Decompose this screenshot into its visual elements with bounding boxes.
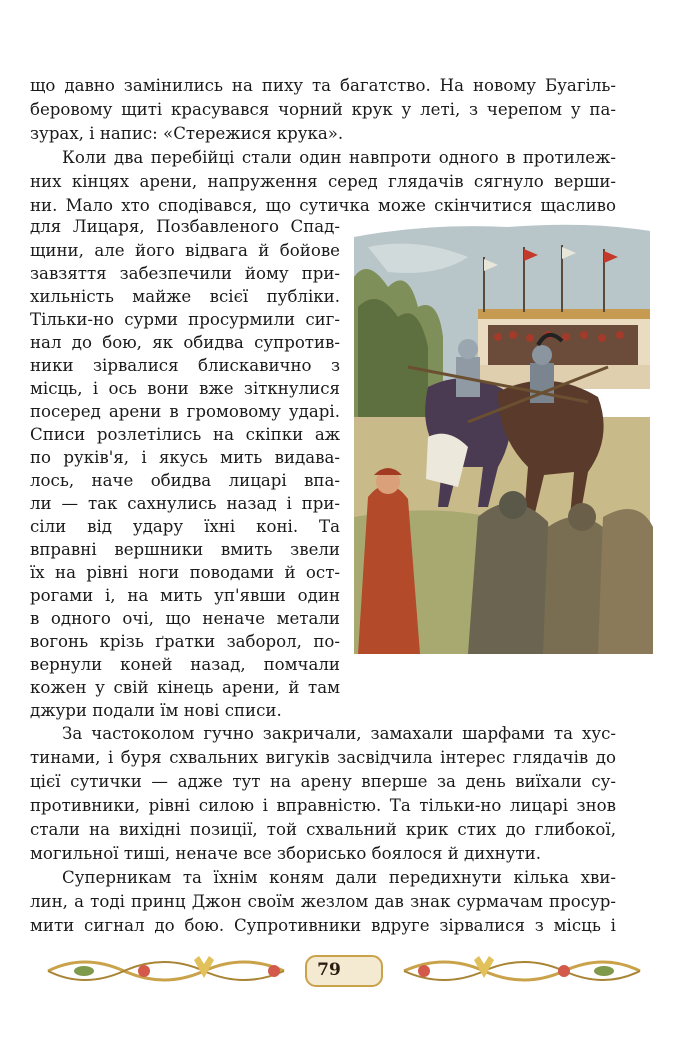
text-line: місць, і ось вони вже зіткнулися	[30, 379, 340, 398]
text-line: могильної тиші, неначе все зборисько боялося й дихнути.	[30, 844, 542, 863]
text-line: рогами і, на мить уп'явши один	[30, 586, 340, 605]
text-line: вернули коней назад, помчали	[30, 655, 340, 674]
text-line: Тільки-но сурми просурмили сиг-	[30, 310, 340, 329]
text-line: ни. Мало хто сподівався, що сутичка може скінчитися щасливо	[30, 196, 616, 215]
text-line: кожен у свій кінець арени, й там	[30, 678, 340, 697]
text-line: вогонь крізь ґратки заборол, по-	[30, 632, 340, 651]
text-line: За частоколом гучно закричали, замахали шарфами та хус-	[62, 724, 616, 743]
text-line: Списи розлетілись на скіпки аж	[30, 425, 340, 444]
text-line: беровому щиті красувався чорний крук у леті, з черепом у па-	[30, 100, 616, 119]
text-line: Суперникам та їхнім коням дали передихнути кілька хви-	[62, 868, 616, 887]
text-line: завзяття забезпечили йому при-	[30, 264, 340, 283]
text-line: ли — так сахнулись назад і при-	[30, 494, 340, 513]
text-line: лин, а тоді принц Джон своїм жезлом дав знак сурмачам просур-	[30, 892, 616, 911]
text-line: нал до бою, як обидва супротив-	[30, 333, 340, 352]
text-line: них кінцях арени, напруження серед глядачів сягнуло верши-	[30, 172, 616, 191]
text-line: хильність майже всієї публіки.	[30, 287, 340, 306]
text-line: що давно замінились на пиху та багатство. На новому Буагіль-	[30, 76, 616, 95]
text-line: мити сигнал до бою. Супротивники вдруге зірвалися з місць і	[30, 916, 616, 935]
text-line: противники, рівні силою і вправністю. Та тільки-но лицарі знов	[30, 796, 616, 815]
text-line: тинами, і буря схвальних вигуків засвідчила інтерес глядачів до	[30, 748, 616, 767]
text-line: їх на рівні ноги поводами й ост-	[30, 563, 340, 582]
jousting-illustration	[348, 217, 656, 654]
text-line: по руків'я, і якусь мить видава-	[30, 448, 340, 467]
text-line: для Лицаря, Позбавленого Спад-	[30, 217, 340, 236]
text-line: лось, наче обидва лицарі впа-	[30, 471, 340, 490]
text-line: щини, але його відвага й бойове	[30, 241, 340, 260]
text-line: цієї сутички — адже тут на арену вперше за день виїхали су-	[30, 772, 616, 791]
text-line: джури подали їм нові списи.	[30, 701, 282, 720]
text-line: зурах, і напис: «Стережися крука».	[30, 124, 344, 143]
text-line: вправні вершники вмить звели	[30, 540, 340, 559]
text-line: посеред арени в громовому ударі.	[30, 402, 340, 421]
page-number: 79	[317, 960, 341, 980]
text-line: сіли від удару їхні коні. Та	[30, 517, 340, 536]
text-line: Коли два перебійці стали один навпроти одного в протилеж-	[62, 148, 616, 167]
text-line: стали на вихідні позиції, той схвальний крик стих до глибокої,	[30, 820, 616, 839]
text-line: в одного очі, що неначе метали	[30, 609, 340, 628]
text-line: ники зірвалися блискавично з	[30, 356, 340, 375]
